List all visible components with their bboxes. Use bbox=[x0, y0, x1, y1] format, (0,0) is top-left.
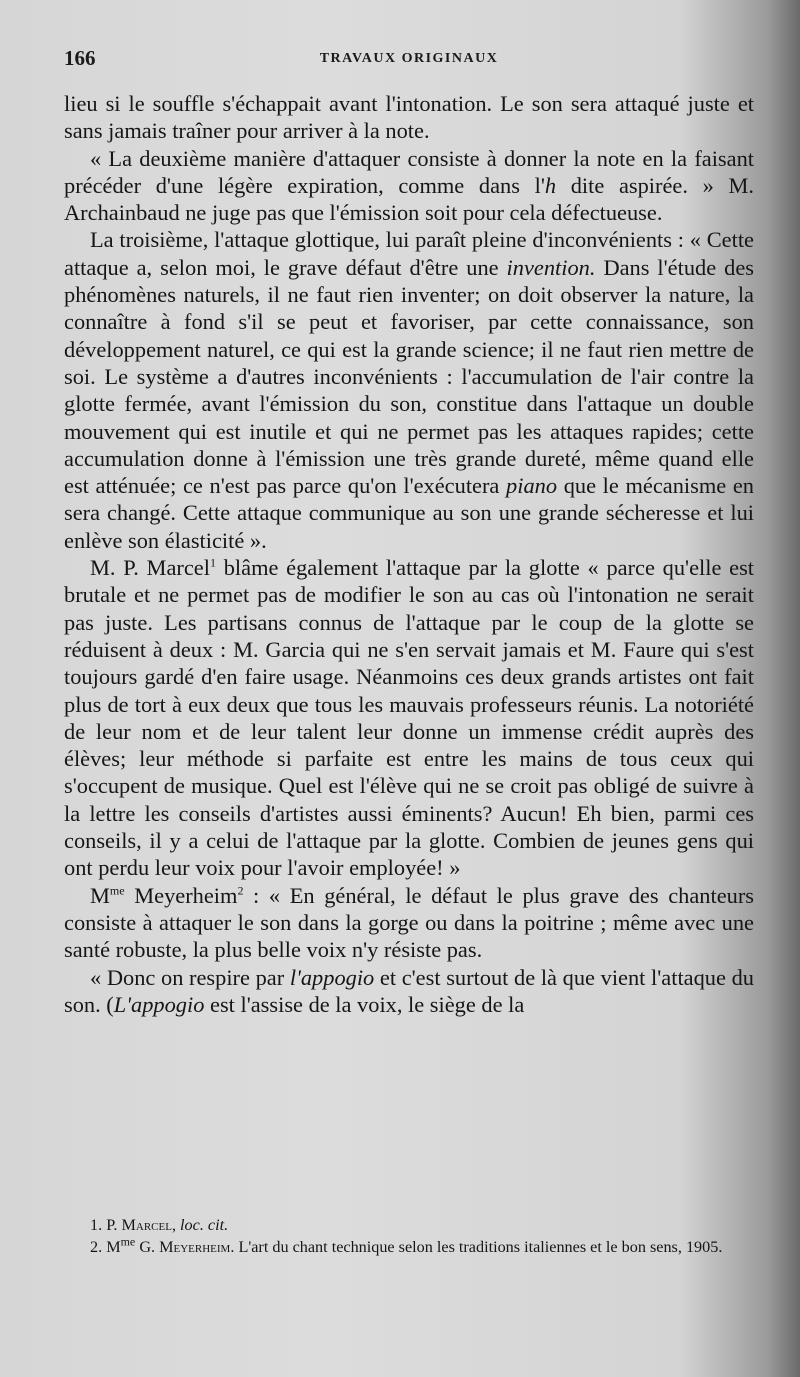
paragraph-4: M. P. Marcel$^1$ blâme également l'attaque par la glotte « parce qu'elle est brutale et ne permet pas de modifier le son au cas où l'intonation ne serait pas juste. Les partisans connus de l'attaque par le coup de la glotte se réduisent à deux : M. Garcia qui ne s'en servait jamais et M. Faure qui s'est toujours gardé d'en faire usage. Néanmoins ces deux grands artistes ont fait plus de tort à eux deux que tous les mauvais professeurs réunis. La notoriété de leur nom et de leur talent leur donne un immense crédit auprès des élèves; leur méthode si parfaite est entre les mains de tous ceux qui s'occupent de musique. Quel est l'élève qui ne se croit pas obligé de suivre à la lettre les conseils d'artistes aussi éminents? Aucun! Eh bien, parmi ces conseils, il y a celui de l'attaque par la glotte. Combien de jeunes gens qui ont perdu leur voix pour l'avoir employée! » bbox=[64, 555, 755, 881]
running-title: TRAVAUX ORIGINAUX bbox=[319, 51, 499, 66]
body-text bbox=[64, 90, 754, 1018]
footnote-ref-1: 1 bbox=[209, 555, 216, 570]
footnote-2: 2. $M^{me}$ G. Meyerheim. L'art du chant technique selon les traditions italiennes et le bon sens, 1905. bbox=[90, 1234, 723, 1256]
page-number: 166 bbox=[64, 46, 96, 70]
paragraph-1: lieu si le souffle s'échappait avant l'intonation. Le son sera attaqué juste et sans jamais traîner pour arriver à la note. bbox=[64, 91, 754, 144]
paragraph-2: « La deuxième manière d'attaquer consiste à donner la note en la faisant précéder d'une légère expiration, comme dans l'h dite aspirée. » M. Archainbaud ne juge pas que l'émission soit pour cela défectueuse. bbox=[64, 145, 754, 226]
paragraph-6: « Donc on respire par l'appogio et c'est surtout de là que vient l'attaque du son. (L'appogio est l'assise de la voix, le siège de la bbox=[64, 964, 754, 1017]
paragraph-5: $M^{me}$ Meyerheim$^2$ : « En général, le défaut le plus grave des chanteurs consiste à attaquer le son dans la gorge ou dans la poitrine ; même avec une santé robuste, la plus belle voix n'y résiste pas. bbox=[64, 882, 754, 963]
footnote-ref-2: 2 bbox=[237, 883, 244, 898]
paragraph-3: La troisième, l'attaque glottique, lui paraît pleine d'inconvénients : « Cette attaque a, selon moi, le grave défaut d'être une invention. Dans l'étude des phénomènes naturels, il ne faut rien inventer; on doit observer la nature, la connaître à fond s'il se peut et favoriser, par cette connaissance, son développement naturel, ce qui est la grande science; il ne faut rien mettre de soi. Le système a d'autres inconvénients : l'accumulation de l'air contre la glotte fermée, avant l'émission du son, constitue dans l'attaque un double mouvement qui est inutile et qui ne permet pas les attaques rapides; cette accumulation donne à l'émission une très grande dureté, même quand elle est atténuée; ce n'est pas parce qu'on l'exécutera piano que le mécanisme en sera changé. Cette attaque communique au son une grande sécheresse et lui enlève son élasticité ». bbox=[64, 227, 754, 553]
footnote-1: 1. P. Marcel, loc. cit. bbox=[90, 1216, 229, 1234]
footnotes bbox=[64, 1214, 754, 1258]
page-header bbox=[64, 44, 754, 78]
